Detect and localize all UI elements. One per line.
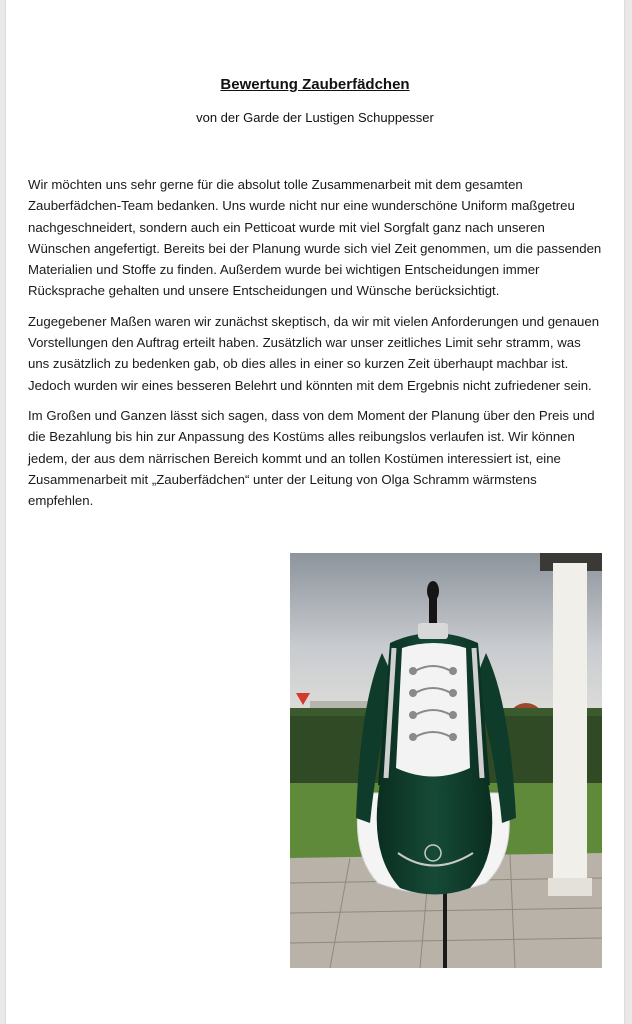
costume-photo (290, 553, 602, 968)
paragraph-2: Zugegebener Maßen waren wir zunächst skeptisch, da wir mit vielen Anforderungen und genauen Vorstellungen den Auftrag erteilt haben. Zusätzlich war unser zeitliches Limit sehr stramm, was uns zusätzlich zu bedenken gab, ob dies alles in einer so kurzen Zeit überhaupt machbar ist. Jedoch wurden wir eines besseren Belehrt und könnten mit dem Ergebnis nicht zufriedener sein. (28, 313, 600, 393)
paragraph-1: Wir möchten uns sehr gerne für die absolut tolle Zusammenarbeit mit dem gesamten Zauberfädchen-Team bedanken. Uns wurde nicht nur eine wunderschöne Uniform maßgetreu nachgeschneidert, sondern auch ein Petticoat wurde mit viel Sorgfalt ganz nach unseren Wünschen angefertigt. Bereits bei der Planung wurde sich viel Zeit genommen, um die passenden Materialien und Stoffe zu finden. Außerdem wurde bei wichtigen Entscheidungen immer Rücksprache gehalten und unsere Entscheidungen und Wünsche berücksichtigt. (28, 177, 602, 299)
paragraph-3: Im Großen und Ganzen lässt sich sagen, dass von dem Moment der Planung über den Preis und die Bezahlung bis hin zur Anpassung des Kostüms alles reibungslos verlaufen ist. Wir können jedem, der aus dem närrischen Bereich kommt und an tollen Kostümen interessiert ist, eine Zusammenarbeit mit „Zauberfädchen“ unter der Leitung von Olga Schramm wärmstens empfehlen. (28, 407, 595, 509)
document-page (6, 0, 624, 1024)
page-subtitle: von der Garde der Lustigen Schuppesser (196, 110, 434, 125)
page-title: Bewertung Zauberfädchen (220, 76, 410, 93)
column (553, 563, 587, 893)
review-body (28, 174, 602, 520)
